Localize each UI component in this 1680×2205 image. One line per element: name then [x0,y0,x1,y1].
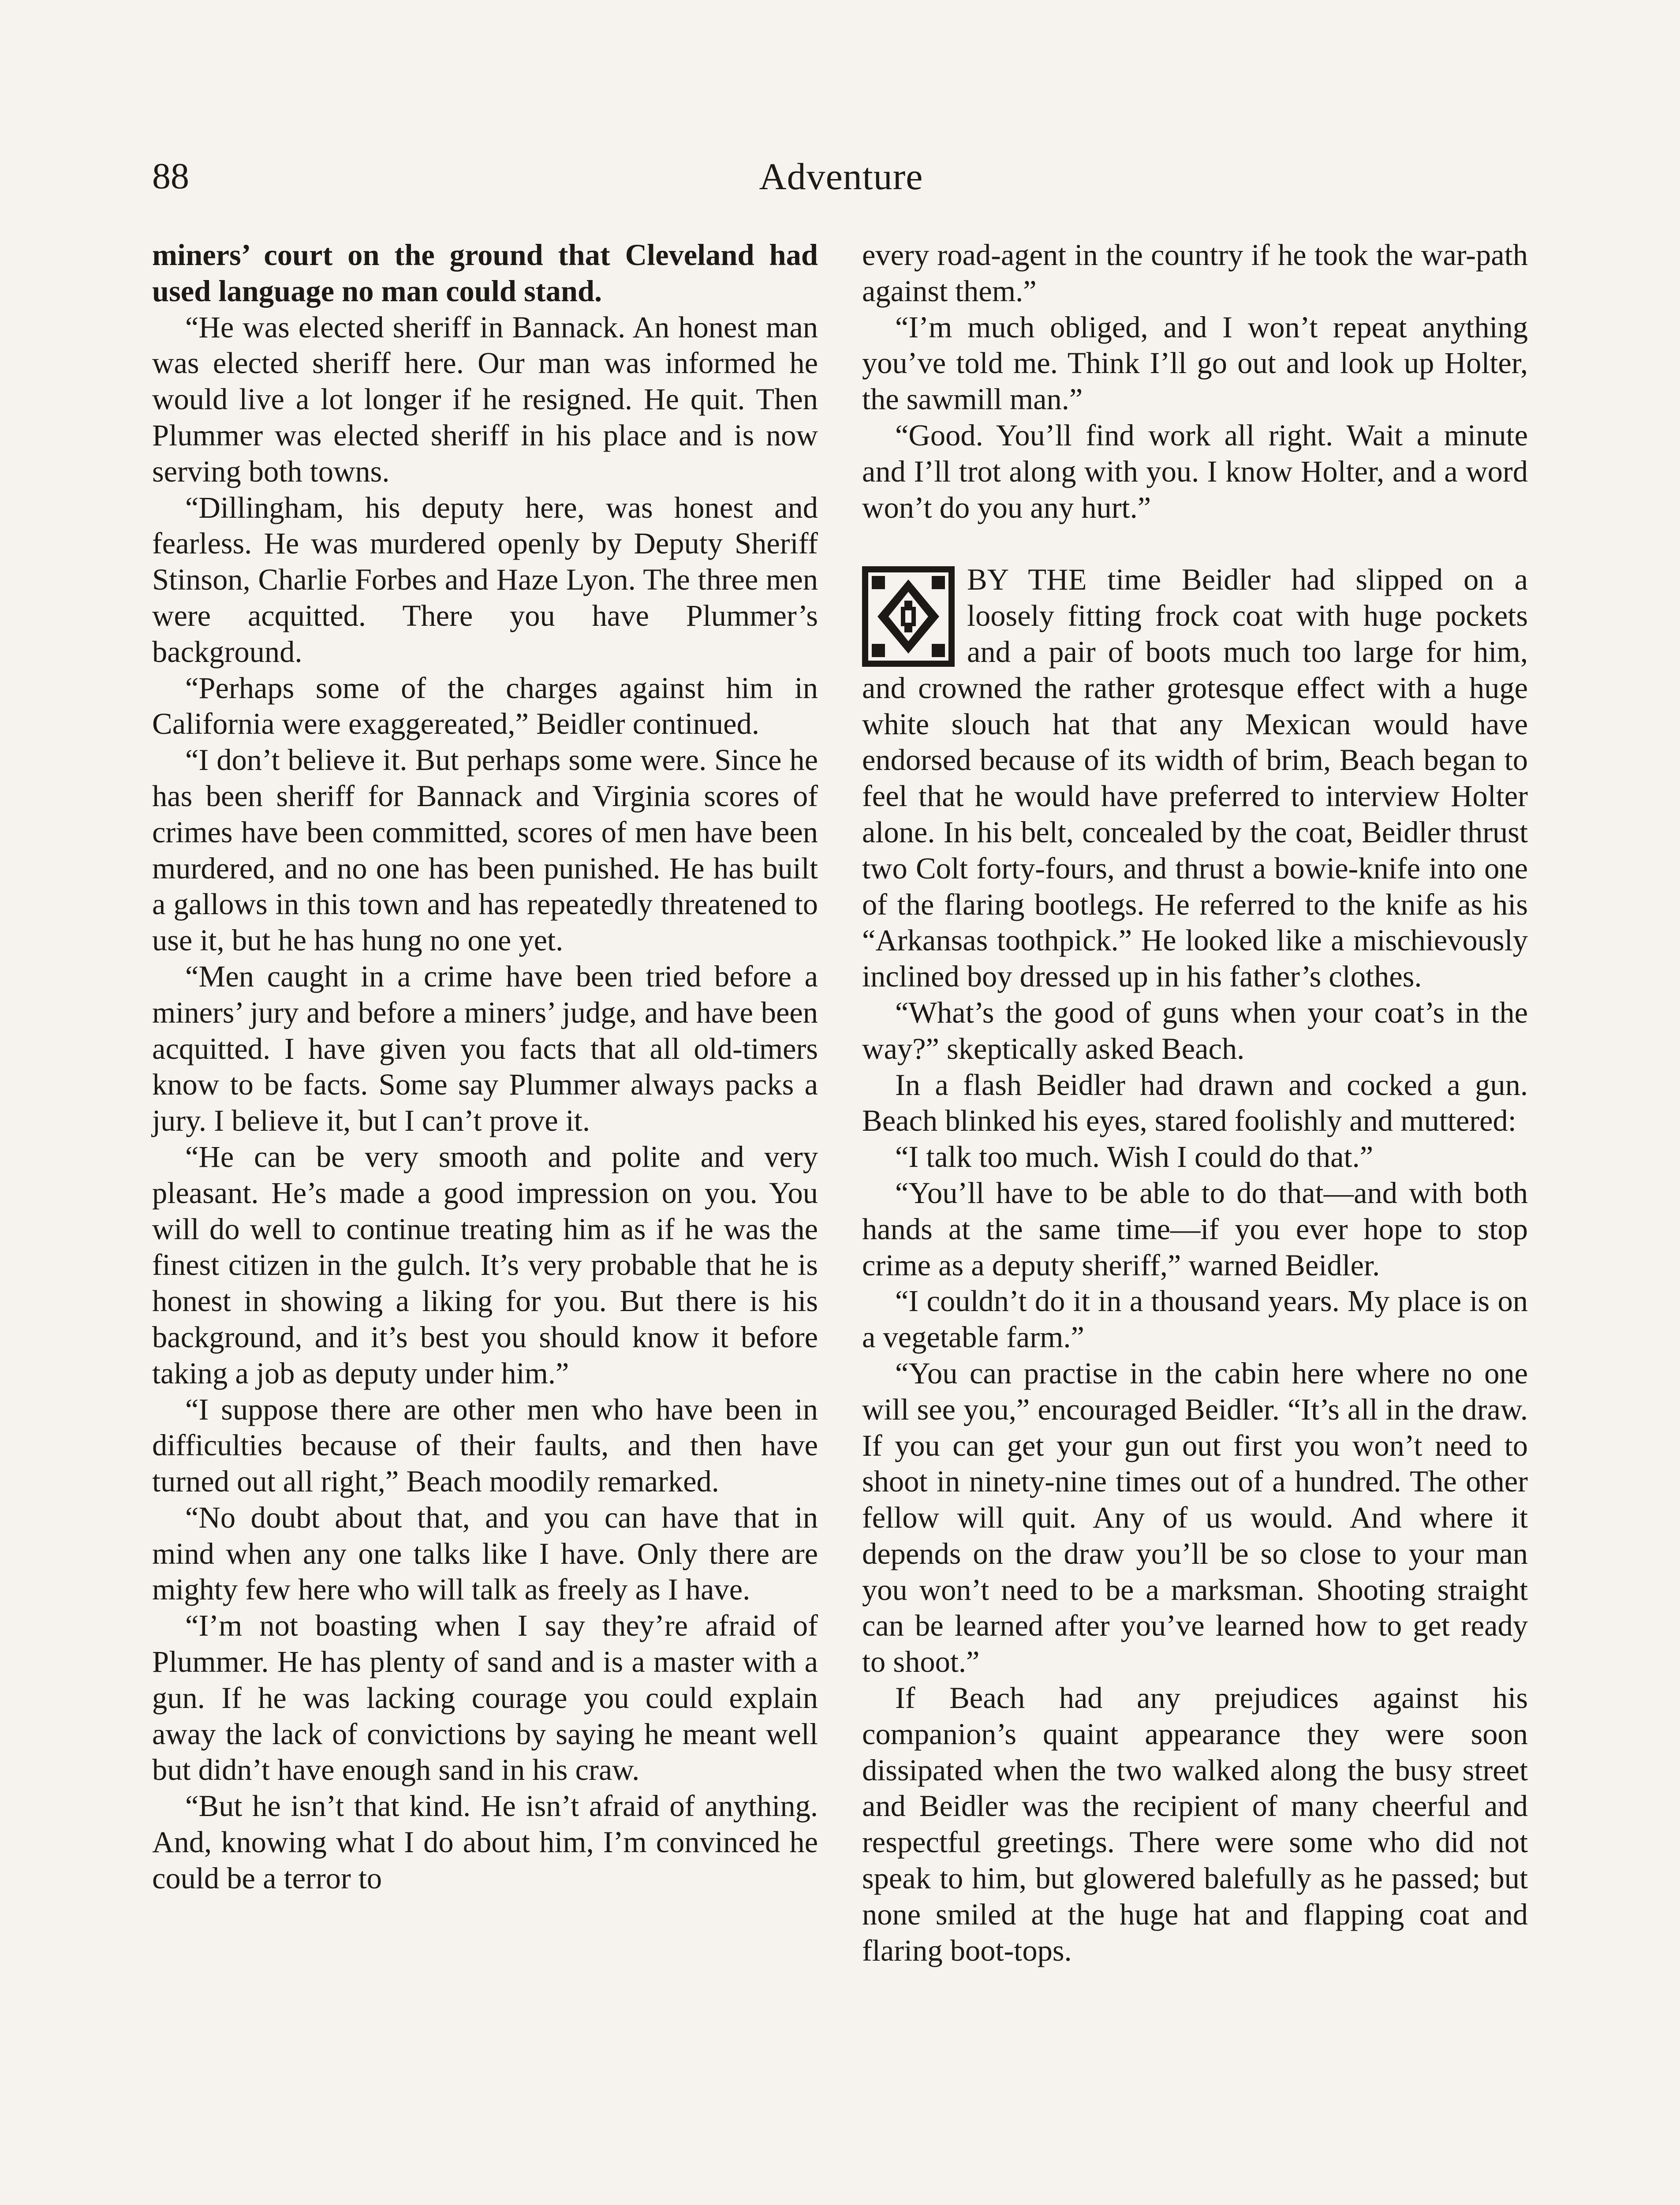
paragraph: “I couldn’t do it in a thousand years. My place is on a vegetable farm.” [862,1284,1528,1354]
paragraph: “You’ll have to be able to do that—and with both hands at the same time—if you ever hope to stop crime as a deputy sheriff,” warned Beidler. [862,1176,1528,1282]
paragraph: “I don’t believe it. But perhaps some were. Since he has been sheriff for Bannack and Virginia scores of crimes have been committed, scores of men have been murdered, and no one has been punished. He has built a gallows in this town and has repeatedly threatened to use it, but he has hung no one yet. [152,743,818,957]
paragraph: “I suppose there are other men who have been in difficulties because of their faults, and then have turned out all right,” Beach moodily remarked. [152,1392,818,1499]
paragraph: miners’ court on the ground that Cleveland had used language no man could stand. [152,238,818,308]
paragraph: In a flash Beidler had drawn and cocked a gun. Beach blinked his eyes, stared foolishly and muttered: [862,1068,1528,1138]
paragraph: If Beach had any prejudices against his companion’s quaint appearance they were soon dissipated when the two walked along the busy street and Beidler was the recipient of many cheerful and respectful greetings. There were some who did not speak to him, but glowered balefully as he passed; but none smiled at the huge hat and flapping coat and flaring boot-tops. [862,1681,1528,1967]
running-title: Adventure [759,155,923,198]
paragraph: “I’m much obliged, and I won’t repeat anything you’ve told me. Think I’ll go out and look up Holter, the sawmill man.” [862,310,1528,416]
section-opening-text: time Beidler had slipped on a loosely fitting frock coat with huge pockets and a pair of boots much too large for him, and crowned the rather grotesque effect with a huge white slouch hat that any Mexican would have endorsed because of its width of brim, Beach began to feel that he would have preferred to interview Holter alone. In his belt, concealed by the coat, Beidler thrust two Colt forty-fours, and thrust a bowie-knife into one of the flaring bootlegs. He referred to the knife as his “Arkansas toothpick.” He looked like a mischievously inclined boy dressed up in his father’s clothes. [862,563,1528,994]
paragraph: “Perhaps some of the charges against him in California were exaggereated,” Beidler continued. [152,671,818,741]
paragraph: “Men caught in a crime have been tried before a miners’ jury and before a miners’ judge, and have been acquitted. I have given you facts that all old-timers know to be facts. Some say Plummer always packs a jury. I believe it, but I can’t prove it. [152,959,818,1138]
left-column [152,237,818,1897]
paragraph: “No doubt about that, and you can have that in mind when any one talks like I have. Only there are mighty few here who will talk as freely as I have. [152,1500,818,1607]
paragraph: every road-agent in the country if he took the war-path against them.” [862,238,1528,308]
page-number: 88 [152,156,189,197]
paragraph: “I talk too much. Wish I could do that.” [895,1140,1374,1174]
page-header [152,150,1530,203]
paragraph: “He can be very smooth and polite and very pleasant. He’s made a good impression on you. You will do well to continue treating him as if he was the finest citizen in the gulch. It’s very probable that he is honest in showing a liking for you. But there is his background, and it’s best you should know it before taking a job as deputy under him.” [152,1140,818,1390]
paragraph: “Dillingham, his deputy here, was honest and fearless. He was murdered openly by Deputy Sheriff Stinson, Charlie Forbes and Haze Lyon. The three men were acquitted. There you have Plummer’s background. [152,490,818,669]
paragraph: “I’m not boasting when I say they’re afraid of Plummer. He has plenty of sand and is a master with a gun. If he was lacking courage you could explain away the lack of convictions by saying he meant well but didn’t have enough sand in his craw. [152,1609,818,1787]
section-opening-paragraph [862,562,1528,995]
paragraph: “What’s the good of guns when your coat’s in the way?” skeptically asked Beach. [862,995,1528,1065]
section-lead-in: BY THE [967,563,1087,597]
right-column [862,237,1528,1969]
paragraph: “Good. You’ll find work all right. Wait a minute and I’ll trot along with you. I know Holter, and a word won’t do you any hurt.” [862,418,1528,524]
paragraph: “But he isn’t that kind. He isn’t afraid of anything. And, knowing what I do about him, I’m convinced he could be a terror to [152,1789,818,1895]
paragraph: “He was elected sheriff in Bannack. An honest man was elected sheriff here. Our man was informed he would live a lot longer if he resigned. He quit. Then Plummer was elected sheriff in his place and is now serving both towns. [152,310,818,488]
decorative-initial-ornament-icon [862,566,955,667]
paragraph: “You can practise in the cabin here where no one will see you,” encouraged Beidler. “It’s all in the draw. If you can get your gun out first you won’t need to shoot in ninety-nine times out of a hundred. The other fellow will quit. Any of us would. And where it depends on the draw you’ll be so close to your man you won’t need to be a marksman. Shooting straight can be learned after you’ve learned how to get ready to shoot.” [862,1356,1528,1679]
